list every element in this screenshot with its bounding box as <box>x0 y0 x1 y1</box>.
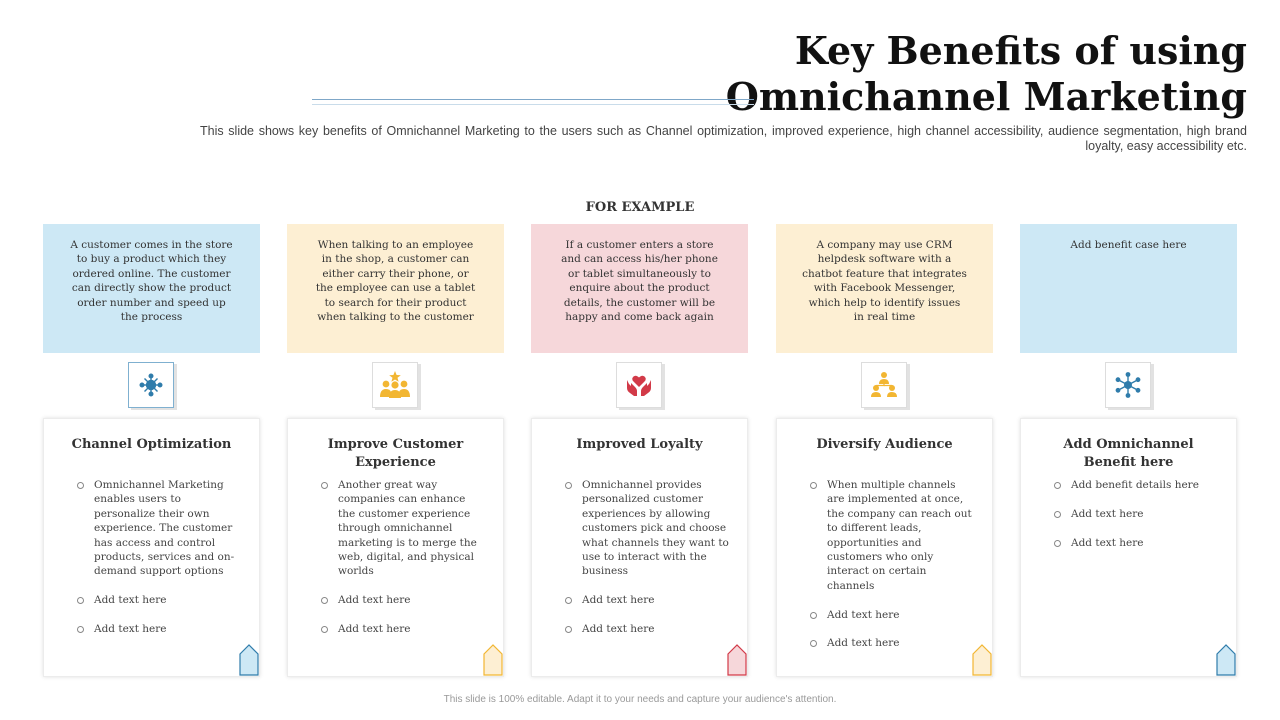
customer-group-star-icon <box>379 370 411 400</box>
title-line-1: Key Benefits of using <box>794 28 1247 73</box>
benefit-column-1 <box>43 224 260 679</box>
bullet-item: Omnichannel provides personalized customer experiences by allowing customers pick and choose what channels they want to use to interact with the business <box>564 478 729 579</box>
network-hub-icon <box>138 372 164 398</box>
bullet-list <box>320 478 485 636</box>
bullet-item: Add benefit details here <box>1053 478 1218 492</box>
benefit-column-3 <box>531 224 748 679</box>
bullet-item: Add text here <box>809 608 974 622</box>
pentagon-marker-icon <box>483 644 503 676</box>
slide-title <box>687 28 1247 120</box>
bullet-item: Add text here <box>1053 536 1218 550</box>
benefit-title: Diversify Audience <box>816 437 953 452</box>
slide-subtitle: This slide shows key benefits of Omnichannel Marketing to the users such as Channel optimization, improved experience, high channel accessibility, audience segmentation, high brand loyalty, easy accessibility etc. <box>200 124 1247 153</box>
footer-note: This slide is 100% editable. Adapt it to your needs and capture your audience's attention. <box>443 694 837 705</box>
audience-hierarchy-icon <box>868 371 900 399</box>
benefit-title: Improve Customer Experience <box>327 437 464 470</box>
pentagon-marker-icon <box>727 644 747 676</box>
title-divider <box>312 99 754 105</box>
example-box-2: When talking to an employee in the shop, a customer can either carry their phone, or the employee can use a tablet to search for their product when talking to the customer <box>287 224 504 353</box>
bullet-item: Add text here <box>76 593 241 607</box>
benefit-title: Channel Optimization <box>71 437 232 452</box>
bullet-item: When multiple channels are implemented at once, the company can reach out to different leads, opportunities and customers who only interact on certain channels <box>809 478 974 593</box>
for-example-label: FOR EXAMPLE <box>585 200 695 215</box>
bullet-item: Add text here <box>564 622 729 636</box>
bullet-list <box>1053 478 1218 550</box>
benefit-title: Improved Loyalty <box>576 437 703 452</box>
benefit-column-2 <box>287 224 504 679</box>
example-box-1: A customer comes in the store to buy a product which they ordered online. The customer can directly show the product order number and speed up the process <box>43 224 260 353</box>
example-box-5: Add benefit case here <box>1020 224 1237 353</box>
benefit-card-1 <box>43 418 260 677</box>
bullet-list <box>809 478 974 651</box>
pentagon-marker-icon <box>1216 644 1236 676</box>
example-box-3: If a customer enters a store and can access his/her phone or tablet simultaneously to enquire about the product details, the customer will be happy and come back again <box>531 224 748 353</box>
bullet-item: Add text here <box>564 593 729 607</box>
benefit-column-4 <box>776 224 993 679</box>
pentagon-marker-icon <box>972 644 992 676</box>
example-box-4: A company may use CRM helpdesk software with a chatbot feature that integrates with Facebook Messenger, which help to identify issues in real time <box>776 224 993 353</box>
benefit-title: Add Omnichannel Benefit here <box>1063 437 1194 470</box>
icon-frame-4 <box>861 362 907 408</box>
bullet-item: Another great way companies can enhance the customer experience through omnichannel marketing is to merge the web, digital, and physical worlds <box>320 478 485 579</box>
bullet-item: Add text here <box>320 593 485 607</box>
bullet-item: Omnichannel Marketing enables users to personalize their own experience. The customer has access and control products, services and on-demand support options <box>76 478 241 579</box>
icon-frame-3 <box>616 362 662 408</box>
bullet-item: Add text here <box>1053 507 1218 521</box>
benefit-card-2 <box>287 418 504 677</box>
benefit-card-4 <box>776 418 993 677</box>
icon-frame-5 <box>1105 362 1151 408</box>
bullet-list <box>76 478 241 636</box>
pentagon-marker-icon <box>239 644 259 676</box>
icon-frame-1 <box>128 362 174 408</box>
bullet-list <box>564 478 729 636</box>
icon-frame-2 <box>372 362 418 408</box>
bullet-item: Add text here <box>76 622 241 636</box>
benefit-card-3 <box>531 418 748 677</box>
heart-hands-icon <box>625 372 653 398</box>
bullet-item: Add text here <box>809 636 974 650</box>
benefit-card-5 <box>1020 418 1237 677</box>
bullet-item: Add text here <box>320 622 485 636</box>
network-nodes-icon <box>1114 371 1142 399</box>
title-line-2: Omnichannel Marketing <box>725 74 1247 119</box>
benefit-column-5 <box>1020 224 1237 679</box>
